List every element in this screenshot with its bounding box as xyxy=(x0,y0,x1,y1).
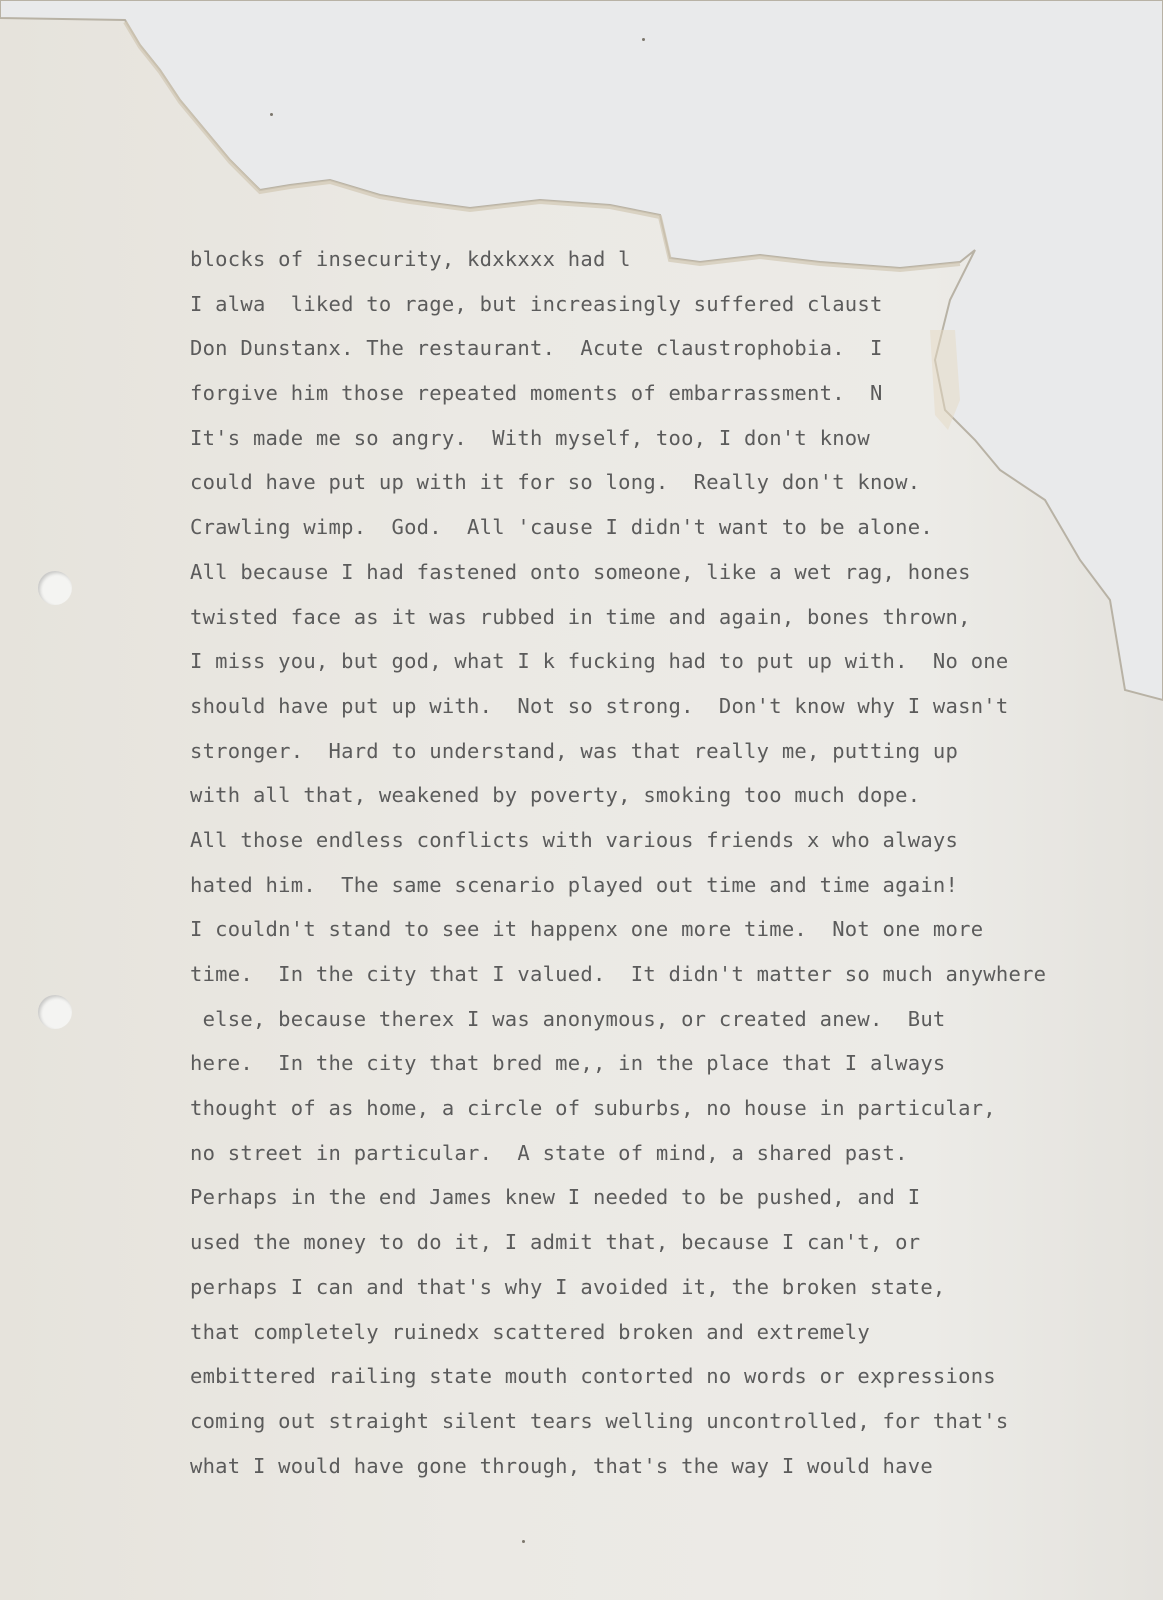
paper-speck xyxy=(270,113,273,116)
text-line: blocks of insecurity, kdxkxxx had l xyxy=(190,247,631,271)
punch-hole-upper xyxy=(38,571,72,605)
text-line: perhaps I can and that's why I avoided it, the broken state, xyxy=(190,1274,946,1299)
paper-speck xyxy=(522,1540,525,1543)
text-line: could have put up with it for so long. Really don't know. xyxy=(190,470,921,495)
text-line: Don Dunstanx. The restaurant. Acute claustrophobia. I xyxy=(190,336,883,361)
text-line: All because I had fastened onto someone, like a wet rag, hones xyxy=(190,559,971,584)
text-line: else, because therex I was anonymous, or created anew. But xyxy=(190,1006,946,1031)
text-line: hated him. The same scenario played out time and time again! xyxy=(190,872,959,897)
text-line: thought of as home, a circle of suburbs, no house in particular, xyxy=(190,1096,996,1121)
text-line: I couldn't stand to see it happenx one more time. Not one more xyxy=(190,917,984,942)
text-line: I alwa liked to rage, but increasingly suffered claust xyxy=(190,291,883,316)
text-line: used the money to do it, I admit that, because I can't, or xyxy=(190,1230,921,1255)
text-line: coming out straight silent tears welling uncontrolled, for that's xyxy=(190,1408,1009,1433)
text-line: stronger. Hard to understand, was that really me, putting up xyxy=(190,738,959,763)
text-line: Crawling wimp. God. All 'cause I didn't want to be alone. xyxy=(190,515,933,540)
text-line: I miss you, but god, what I k fucking had to put up with. No one xyxy=(190,649,1009,674)
text-line: should have put up with. Not so strong. Don't know why I wasn't xyxy=(190,693,1009,718)
text-line: no street in particular. A state of mind, a shared past. xyxy=(190,1140,908,1165)
text-line: what I would have gone through, that's the way I would have xyxy=(190,1453,933,1478)
text-line: twisted face as it was rubbed in time and again, bones thrown, xyxy=(190,604,971,629)
text-line: embittered railing state mouth contorted no words or expressions xyxy=(190,1364,996,1389)
typed-text-body xyxy=(190,237,1130,1488)
text-line: All those endless conflicts with various friends x who always xyxy=(190,827,959,852)
text-line: It's made me so angry. With myself, too, I don't know xyxy=(190,425,870,450)
paper-speck xyxy=(642,38,645,41)
text-line: here. In the city that bred me,, in the place that I always xyxy=(190,1051,946,1076)
punch-hole-lower xyxy=(38,995,72,1029)
text-line: time. In the city that I valued. It didn't matter so much anywhere xyxy=(190,962,1047,986)
text-line: with all that, weakened by poverty, smoking too much dope. xyxy=(190,783,921,808)
text-line: forgive him those repeated moments of embarrassment. N xyxy=(190,381,883,406)
text-line: Perhaps in the end James knew I needed to be pushed, and I xyxy=(190,1185,921,1210)
text-line: that completely ruinedx scattered broken and extremely xyxy=(190,1319,870,1344)
